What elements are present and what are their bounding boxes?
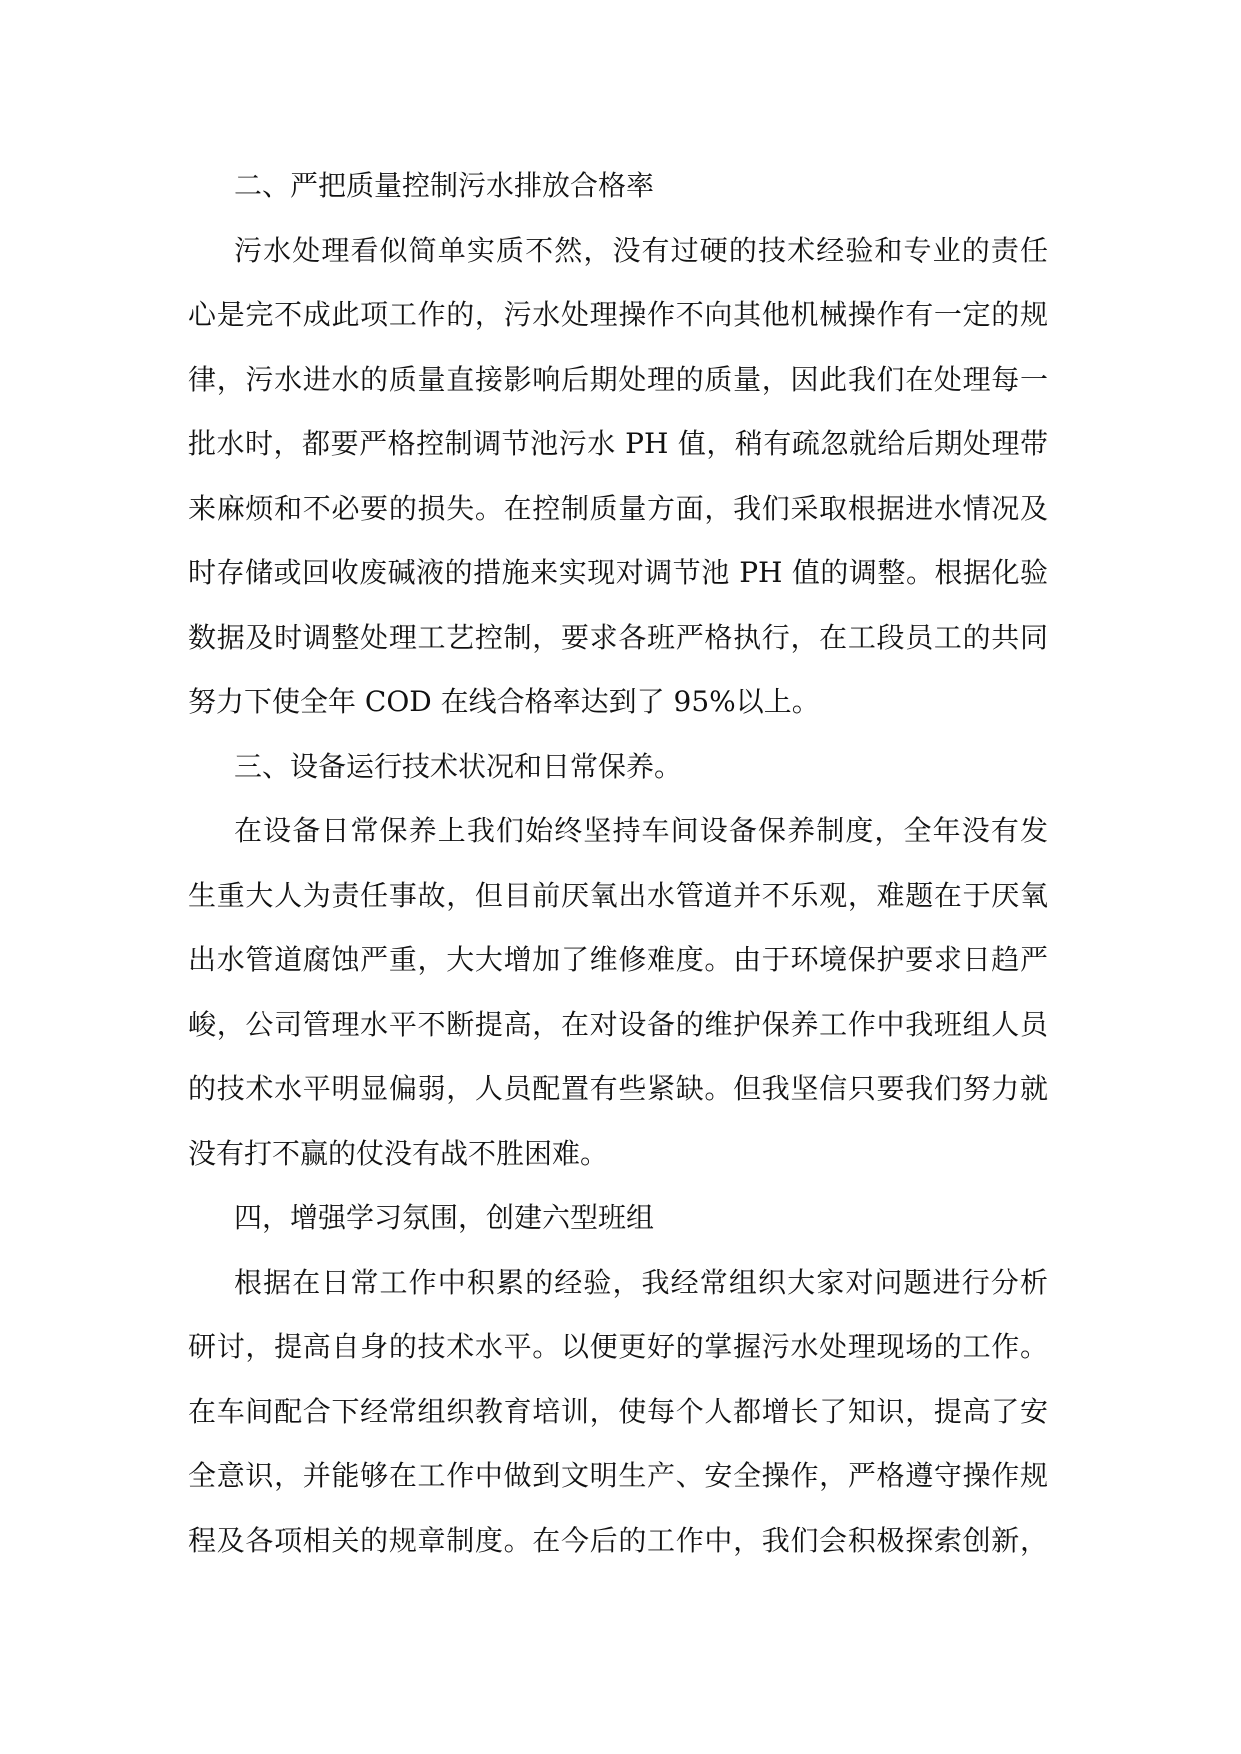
paragraph-line: 努力下使全年 COD 在线合格率达到了 95%以上。 bbox=[188, 685, 820, 718]
section-heading-learning: 四，增强学习氛围，创建六型班组 bbox=[234, 1201, 655, 1234]
paragraph-line: 程及各项相关的规章制度。在今后的工作中，我们会积极探索创新， bbox=[188, 1523, 1048, 1557]
paragraph-line: 律，污水进水的质量直接影响后期处理的质量，因此我们在处理每一 bbox=[188, 362, 1048, 396]
paragraph-line: 时存储或回收废碱液的措施来实现对调节池 PH 值的调整。根据化验 bbox=[188, 556, 1048, 589]
paragraph-line: 数据及时调整处理工艺控制，要求各班严格执行，在工段员工的共同 bbox=[188, 620, 1048, 654]
paragraph-line: 来麻烦和不必要的损失。在控制质量方面，我们采取根据进水情况及 bbox=[188, 491, 1048, 525]
section-heading-equipment: 三、设备运行技术状况和日常保养。 bbox=[234, 749, 683, 783]
section-heading-quality: 二、严把质量控制污水排放合格率 bbox=[234, 169, 655, 202]
paragraph-line: 在设备日常保养上我们始终坚持车间设备保养制度，全年没有发 bbox=[234, 814, 1048, 847]
paragraph-line: 没有打不赢的仗没有战不胜困难。 bbox=[188, 1136, 609, 1170]
paragraph-line: 的技术水平明显偏弱，人员配置有些紧缺。但我坚信只要我们努力就 bbox=[188, 1072, 1048, 1105]
paragraph-line: 在车间配合下经常组织教育培训，使每个人都增长了知识，提高了安 bbox=[188, 1394, 1048, 1428]
paragraph-line: 全意识，并能够在工作中做到文明生产、安全操作，严格遵守操作规 bbox=[188, 1459, 1048, 1492]
paragraph-line: 心是完不成此项工作的，污水处理操作不向其他机械操作有一定的规 bbox=[188, 298, 1048, 331]
paragraph-line: 研讨，提高自身的技术水平。以便更好的掌握污水处理现场的工作。 bbox=[188, 1330, 1048, 1363]
paragraph-line: 污水处理看似简单实质不然，没有过硬的技术经验和专业的责任 bbox=[234, 233, 1048, 267]
paragraph-line: 生重大人为责任事故，但目前厌氧出水管道并不乐观，难题在于厌氧 bbox=[188, 878, 1048, 912]
document-body bbox=[188, 154, 1048, 1573]
paragraph-line: 峻，公司管理水平不断提高，在对设备的维护保养工作中我班组人员 bbox=[188, 1007, 1048, 1041]
paragraph-line: 批水时，都要严格控制调节池污水 PH 值，稍有疏忽就给后期处理带 bbox=[188, 427, 1048, 460]
paragraph-line: 出水管道腐蚀严重，大大增加了维修难度。由于环境保护要求日趋严 bbox=[188, 943, 1048, 976]
paragraph-line: 根据在日常工作中积累的经验，我经常组织大家对问题进行分析 bbox=[234, 1265, 1048, 1299]
